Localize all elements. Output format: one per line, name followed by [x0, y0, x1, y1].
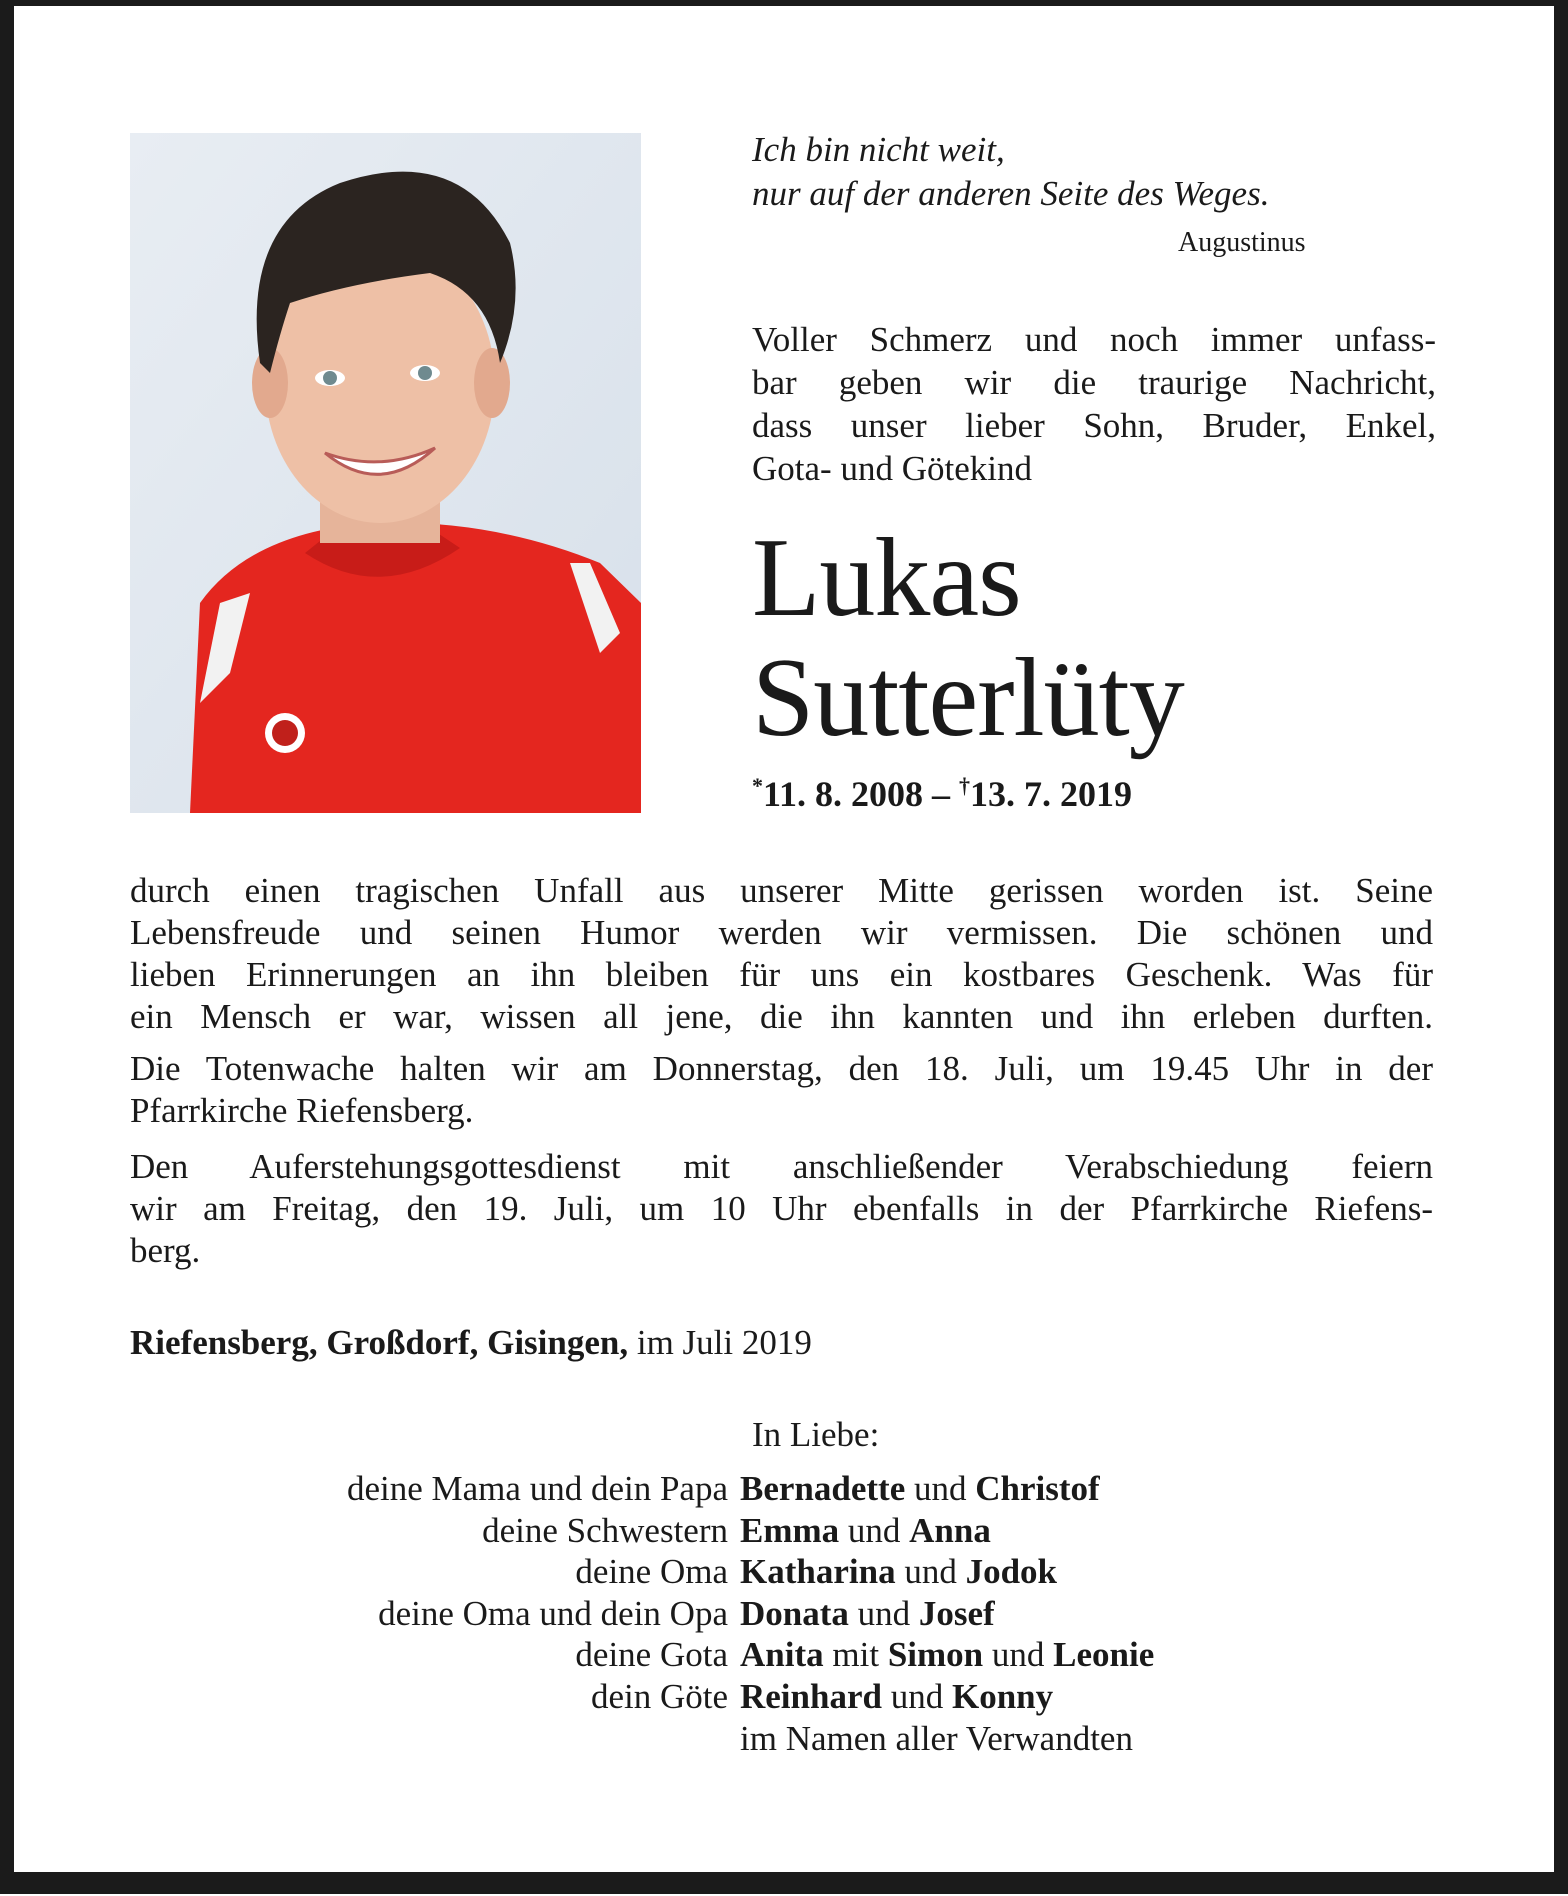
- place-date: [130, 1322, 812, 1364]
- family-name: Jodok: [965, 1552, 1058, 1592]
- connector: mit: [823, 1635, 888, 1675]
- body-paragraph-2: [130, 1048, 1433, 1132]
- body-line: Pfarrkirche Riefensberg.: [130, 1091, 474, 1130]
- family-row: [0, 1634, 1568, 1676]
- body-line: lieben Erinnerungen an ihn bleiben für uns ein kostbares Geschenk. Was für: [130, 955, 1433, 994]
- portrait-photo: [130, 133, 641, 813]
- family-name: Donata: [740, 1593, 849, 1633]
- family-row: [0, 1468, 1568, 1510]
- family-row: [0, 1551, 1568, 1593]
- relation: deine Schwestern: [482, 1510, 728, 1550]
- relation: deine Oma: [575, 1552, 728, 1592]
- body-line: berg.: [130, 1231, 201, 1270]
- closing: im Namen aller Verwandten: [740, 1718, 1133, 1758]
- body-paragraph-1: [130, 870, 1433, 1038]
- connector: und: [895, 1552, 966, 1592]
- family-name: Simon: [887, 1635, 984, 1675]
- last-name: Sutterlüty: [752, 636, 1184, 760]
- date-text: im Juli 2019: [628, 1323, 812, 1362]
- family-intro: In Liebe:: [752, 1415, 880, 1454]
- quote-line: Ich bin nicht weit,: [752, 130, 1005, 169]
- family-name: Katharina: [740, 1552, 896, 1592]
- relation: deine Oma und dein Opa: [378, 1593, 728, 1633]
- body-line: wir am Freitag, den 19. Juli, um 10 Uhr ebenfalls in der Pfarrkirche Riefens-: [130, 1189, 1433, 1228]
- connector: und: [983, 1635, 1054, 1675]
- body-line: ein Mensch er war, wissen all jene, die ihn kannten und ihn erleben durften.: [130, 997, 1433, 1036]
- death-date: 13. 7. 2019: [970, 774, 1133, 814]
- body-line: Lebensfreude und seinen Humor werden wir vermissen. Die schönen und: [130, 913, 1433, 952]
- family-name: Konny: [951, 1676, 1054, 1716]
- family-name: Anita: [740, 1635, 824, 1675]
- connector: und: [839, 1510, 910, 1550]
- body-paragraph-3: [130, 1146, 1433, 1272]
- family-name: Christof: [975, 1469, 1100, 1508]
- places: Riefensberg, Großdorf, Gisingen,: [130, 1323, 629, 1362]
- family-name: Josef: [918, 1593, 995, 1633]
- quote-line: nur auf der anderen Seite des Weges.: [752, 174, 1270, 213]
- intro-line: dass unser lieber Sohn, Bruder, Enkel,: [752, 406, 1436, 445]
- quote: [752, 128, 1442, 216]
- body-line: Die Totenwache halten wir am Donnerstag, den 18. Juli, um 19.45 Uhr in der: [130, 1049, 1433, 1088]
- intro-line: Voller Schmerz und noch immer unfass-: [752, 320, 1436, 359]
- family-name: Bernadette: [740, 1469, 906, 1508]
- relation: deine Mama und dein Papa: [346, 1469, 728, 1508]
- intro-line: bar geben wir die traurige Nachricht,: [752, 363, 1436, 402]
- body-line: Den Auferstehungsgottesdienst mit anschließender Verabschiedung feiern: [130, 1147, 1433, 1186]
- intro-text: [752, 318, 1436, 490]
- family-name: Leonie: [1053, 1635, 1155, 1675]
- family-list: [0, 1468, 1568, 1759]
- family-row: [0, 1593, 1568, 1635]
- birth-symbol: *: [752, 773, 763, 798]
- death-symbol: †: [959, 773, 971, 798]
- family-name: Reinhard: [740, 1676, 882, 1716]
- relation: dein Göte: [590, 1676, 728, 1716]
- intro-line: Gota- und Götekind: [752, 449, 1032, 488]
- family-row: [0, 1718, 1568, 1760]
- family-row: [0, 1676, 1568, 1718]
- connector: und: [905, 1469, 976, 1508]
- first-name: Lukas: [752, 516, 1021, 640]
- family-row: [0, 1510, 1568, 1552]
- relation: deine Gota: [575, 1635, 728, 1675]
- family-name: Emma: [740, 1510, 840, 1550]
- family-name: Anna: [909, 1510, 991, 1550]
- connector: und: [848, 1593, 919, 1633]
- life-dates: [752, 772, 1442, 816]
- date-separator: –: [923, 774, 960, 814]
- body-line: durch einen tragischen Unfall aus unserer Mitte gerissen worden ist. Seine: [130, 871, 1433, 910]
- connector: und: [881, 1676, 952, 1716]
- quote-author: Augustinus: [1178, 227, 1306, 258]
- deceased-name: [752, 518, 1442, 758]
- relation-spacer: [0, 1718, 740, 1760]
- birth-date: 11. 8. 2008: [763, 774, 924, 814]
